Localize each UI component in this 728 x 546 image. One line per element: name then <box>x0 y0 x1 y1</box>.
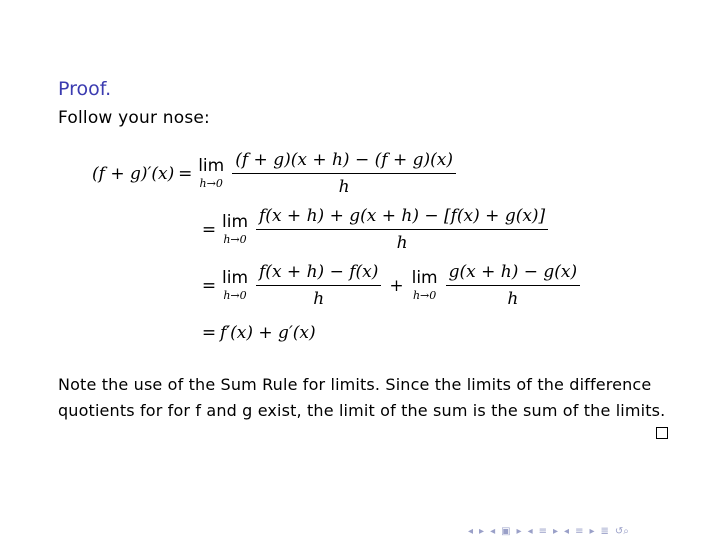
nav-section-prev-icon[interactable]: ◂ <box>527 525 533 537</box>
fraction-denominator: h <box>338 177 350 197</box>
nav-frame-next-icon[interactable]: ▸ <box>516 525 522 537</box>
fraction-numerator: (f + g)(x + h) − (f + g)(x) <box>232 150 456 174</box>
limit-operator <box>222 270 248 301</box>
intro-text: Follow your nose: <box>58 108 210 128</box>
plus-sign: + <box>389 275 404 296</box>
nav-subsection-icon[interactable]: ≡ <box>575 525 584 537</box>
nav-subsection-next-icon[interactable]: ▸ <box>589 525 595 537</box>
nav-section-next-icon[interactable]: ▸ <box>553 525 559 537</box>
equals-sign: = <box>201 323 217 343</box>
nav-search-icon[interactable]: ↺⌕ <box>614 525 629 537</box>
lim-subscript: h→0 <box>223 233 247 246</box>
fraction-numerator: f(x + h) + g(x + h) − [f(x) + g(x)] <box>256 206 548 230</box>
equation-result: f′(x) + g′(x) <box>220 323 316 343</box>
equals-sign: = <box>178 163 193 184</box>
equation-row-4 <box>198 323 316 343</box>
beamer-navigation <box>468 524 629 538</box>
limit-operator <box>412 270 438 301</box>
lim-subscript: h→0 <box>223 289 247 302</box>
lim-word: lim <box>222 212 249 232</box>
note-paragraph: Note the use of the Sum Rule for limits. Since the limits of the difference quotients for for f and g exist, the limit of the sum is the sum of the limits. <box>58 375 666 420</box>
limit-operator <box>198 158 224 189</box>
equation-lhs: (f + g)′(x) <box>92 163 175 184</box>
lim-word: lim <box>222 268 249 288</box>
lim-subscript: h→0 <box>412 289 437 302</box>
qed-square-icon <box>656 427 668 439</box>
nav-section-icon[interactable]: ≡ <box>538 525 547 537</box>
nav-subsection-prev-icon[interactable]: ◂ <box>564 525 570 537</box>
equals-sign: = <box>201 219 217 240</box>
equation-row-1 <box>92 150 458 197</box>
lim-word: lim <box>198 156 225 176</box>
fraction-numerator: f(x + h) − f(x) <box>256 262 381 286</box>
fraction-denominator: h <box>396 233 408 253</box>
limit-operator <box>222 214 248 245</box>
fraction <box>256 262 381 309</box>
nav-first-icon[interactable]: ◂ <box>468 525 474 537</box>
nav-frame-prev-icon[interactable]: ◂ <box>490 525 496 537</box>
fraction <box>256 206 548 253</box>
nav-align-icon[interactable]: ≣ <box>600 525 609 537</box>
lim-word: lim <box>411 268 438 288</box>
nav-prev-icon[interactable]: ▸ <box>479 525 485 537</box>
equation-row-3 <box>198 262 582 309</box>
fraction-numerator: g(x + h) − g(x) <box>446 262 581 286</box>
fraction <box>232 150 456 197</box>
fraction-denominator: h <box>507 289 519 309</box>
lim-subscript: h→0 <box>199 177 223 190</box>
proof-title: Proof. <box>58 78 112 100</box>
fraction <box>446 262 581 309</box>
equation-row-2 <box>198 206 550 253</box>
nav-frame-icon[interactable]: ▣ <box>501 525 511 537</box>
fraction-denominator: h <box>313 289 325 309</box>
equals-sign: = <box>201 275 217 296</box>
